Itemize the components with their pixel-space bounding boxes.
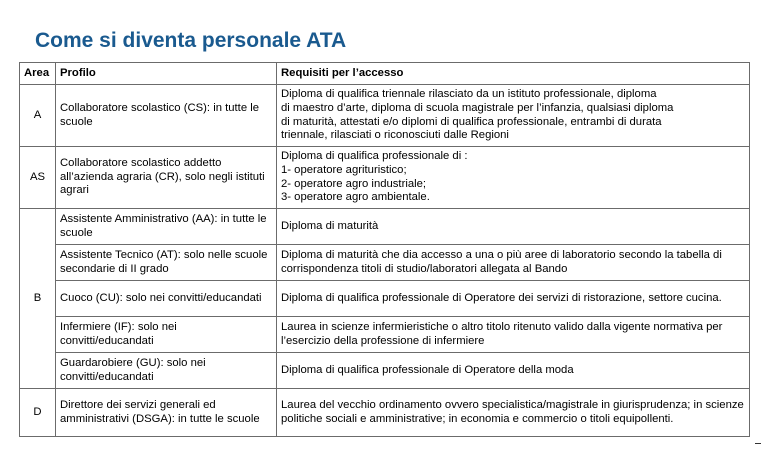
requisiti-cell: Diploma di qualifica professionale di Operatore dei servizi di ristorazione, settore cucina. [277,281,750,317]
table-row-area-a [20,85,750,147]
header-requisiti: Requisiti per l’accesso [277,63,750,85]
profilo-cell: Direttore dei servizi generali ed amministrativi (DSGA): in tutte le scuole [56,389,277,437]
requisiti-line: 2- operatore agro industriale; [281,177,427,190]
table-row-area-d [20,389,750,437]
table-row-area-b [20,209,750,245]
profilo-cell: Infermiere (IF): solo nei convitti/educandati [56,317,277,353]
header-profilo: Profilo [56,63,277,85]
table-row-area-as [20,147,750,209]
requisiti-cell: Diploma di maturità che dia accesso a una o più aree di laboratorio secondo la tabella di corrispondenza titoli di studio/laboratori allegata al Bando [277,245,750,281]
area-cell-a: A [20,85,56,147]
profilo-cell: Collaboratore scolastico (CS): in tutte le scuole [56,85,277,147]
requisiti-line: triennale, rilasciati o riconosciuti dalle Regioni [281,129,509,142]
ata-requirements-table [19,62,750,437]
requisiti-cell: Diploma di maturità [277,209,750,245]
area-cell-as: AS [20,147,56,209]
requisiti-line: di maturità, attestati e/o diplomi di qualifica professionale, entrambi di durata [281,115,662,128]
table-row-area-b [20,281,750,317]
table-row-area-b [20,245,750,281]
profilo-cell: Collaboratore scolastico addetto all’azienda agraria (CR), solo negli istituti agrari [56,147,277,209]
requisiti-cell: Laurea del vecchio ordinamento ovvero specialistica/magistrale in giurisprudenza; in scienze politiche sociali e amministrative; in economia e commercio o titoli equipollenti. [277,389,750,437]
table-header-row [20,63,750,85]
profilo-cell: Assistente Amministrativo (AA): in tutte le scuole [56,209,277,245]
divider [755,443,761,444]
requisiti-cell [277,85,750,147]
header-area: Area [20,63,56,85]
requisiti-line: Diploma di qualifica professionale di : [281,150,468,163]
profilo-cell: Cuoco (CU): solo nei convitti/educandati [56,281,277,317]
profilo-cell: Assistente Tecnico (AT): solo nelle scuole secondarie di II grado [56,245,277,281]
page-title: Come si diventa personale ATA [35,29,347,52]
requisiti-cell [277,147,750,209]
requisiti-line: di maestro d’arte, diploma di scuola magistrale per l’infanzia, qualsiasi diploma [281,101,674,114]
requisiti-cell: Diploma di qualifica professionale di Operatore della moda [277,353,750,389]
requisiti-line: 1- operatore agrituristico; [281,163,407,176]
requisiti-line: Diploma di qualifica triennale rilasciato da un istituto professionale, diploma [281,88,657,101]
area-cell-d: D [20,389,56,437]
table-row-area-b [20,353,750,389]
requisiti-cell: Laurea in scienze infermieristiche o altro titolo ritenuto valido dalla vigente normativa per l’esercizio della professione di infermiere [277,317,750,353]
profilo-cell: Guardarobiere (GU): solo nei convitti/educandati [56,353,277,389]
requisiti-line: 3- operatore agro ambientale. [281,191,430,204]
table-row-area-b [20,317,750,353]
area-cell-b: B [20,209,56,389]
